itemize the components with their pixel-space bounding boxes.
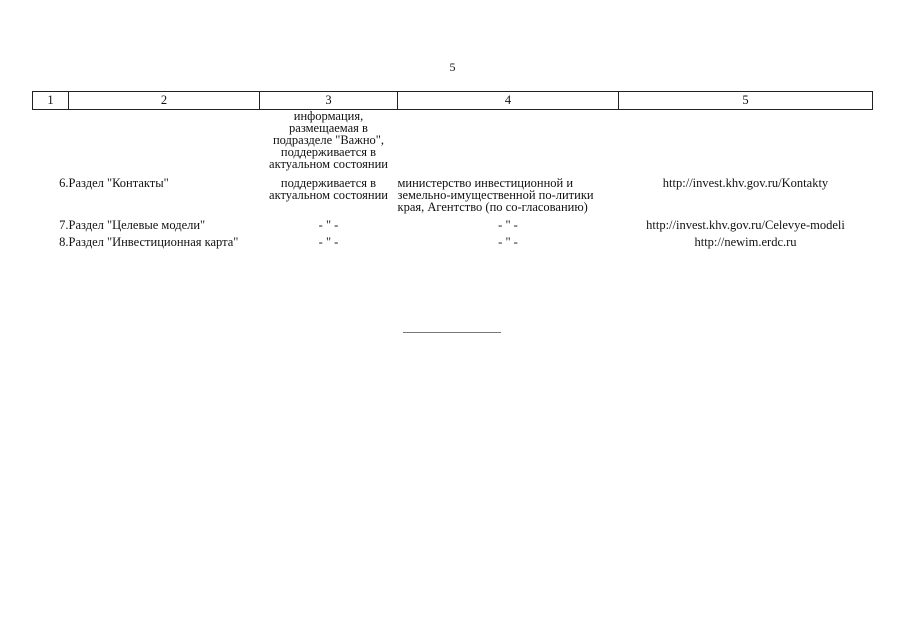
column-header-3: 3	[260, 92, 398, 110]
status-cell: - " -	[318, 235, 339, 249]
status-cell: поддерживается в актуальном состоянии	[269, 176, 388, 202]
cell-empty	[69, 110, 260, 178]
row-number: 8.	[59, 235, 69, 249]
row-number: 7.	[59, 218, 69, 232]
sites-table	[32, 91, 873, 248]
section-name: Раздел "Инвестиционная карта"	[68, 235, 239, 249]
table-row	[33, 236, 873, 248]
status-cell: - " -	[318, 218, 339, 232]
table-row	[33, 219, 873, 236]
column-header-4: 4	[398, 92, 619, 110]
site-link[interactable]: http://invest.khv.gov.ru/Kontakty	[662, 176, 829, 190]
column-header-1: 1	[33, 92, 69, 110]
cell-empty	[33, 110, 69, 178]
responsible-cell: - " -	[498, 235, 518, 249]
column-header-5: 5	[619, 92, 873, 110]
site-link[interactable]: http://newim.erdc.ru	[694, 235, 797, 249]
site-link[interactable]: http://invest.khv.gov.ru/Celevye-modeli	[646, 218, 845, 232]
cell-empty	[398, 110, 619, 178]
end-of-document-line	[403, 332, 501, 333]
section-name: Раздел "Целевые модели"	[68, 218, 206, 232]
cell-empty	[619, 110, 873, 178]
table-row	[33, 177, 873, 219]
column-header-2: 2	[69, 92, 260, 110]
responsible-cell: министерство инвестиционной и земельно-имущественной по-литики края, Агентство (по со-гласованию)	[397, 176, 594, 214]
page-number: 5	[449, 60, 456, 74]
status-cell: информация, размещаемая в подразделе "Важно", поддерживается в актуальном состоянии	[269, 109, 388, 171]
responsible-cell: - " -	[498, 218, 518, 232]
table-header-row	[33, 92, 873, 110]
row-number: 6.	[59, 176, 69, 190]
table-row-continuation	[33, 110, 873, 178]
section-name: Раздел "Контакты"	[68, 176, 169, 190]
